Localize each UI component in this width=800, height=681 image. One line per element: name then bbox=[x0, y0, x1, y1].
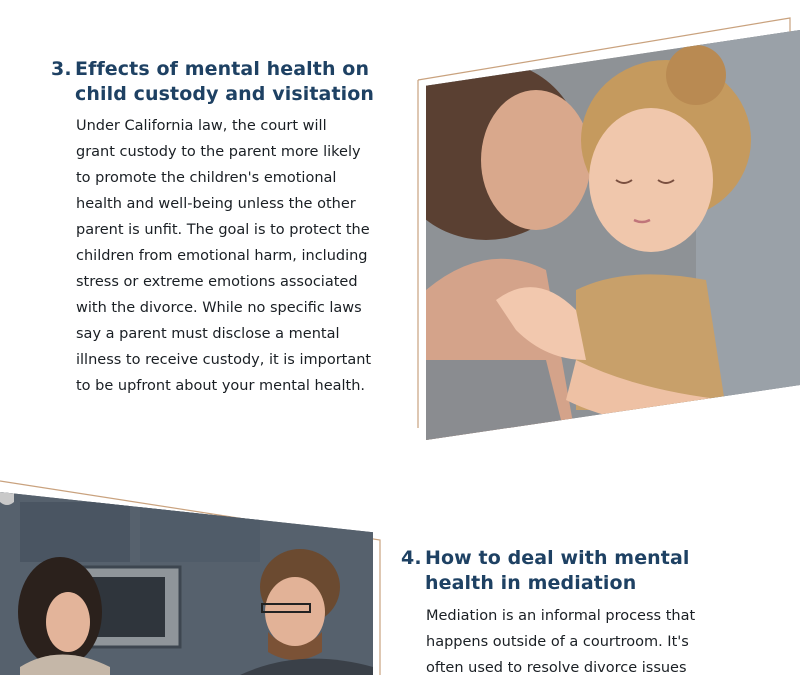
section-3-title-line: Effects of mental health on bbox=[75, 58, 370, 80]
section-3-body-line: health and well-being unless the other bbox=[76, 196, 356, 212]
mother-child-photo bbox=[426, 30, 800, 440]
section-3-title-line: child custody and visitation bbox=[75, 83, 375, 105]
section-3-body-line: illness to receive custody, it is important bbox=[76, 352, 372, 368]
section-4-heading bbox=[401, 546, 690, 596]
section-3-body-line: to promote the children's emotional bbox=[76, 170, 337, 186]
section-3-body-line: to be upfront about your mental health. bbox=[76, 378, 366, 394]
section-3-heading bbox=[51, 57, 374, 107]
mother-child-illustration bbox=[426, 30, 800, 440]
section-4-title-line: How to deal with mental bbox=[425, 547, 690, 569]
section-4-body bbox=[426, 603, 786, 681]
section-3-number: 3. bbox=[51, 58, 72, 80]
section-3-body-line: say a parent must disclose a mental bbox=[76, 326, 340, 342]
section-4-body-line: Mediation is an informal process that bbox=[426, 608, 696, 624]
section-3-body-line: children from emotional harm, including bbox=[76, 248, 368, 264]
section-3-body-line: with the divorce. While no specific laws bbox=[76, 300, 362, 316]
section-3-body-line: parent is unfit. The goal is to protect the bbox=[76, 222, 370, 238]
section-4-body-line: often used to resolve divorce issues bbox=[426, 660, 687, 676]
section-4-number: 4. bbox=[401, 547, 422, 569]
section-3-body-line: stress or extreme emotions associated bbox=[76, 274, 358, 290]
section-3-body bbox=[76, 113, 406, 399]
section-3-body-line: grant custody to the parent more likely bbox=[76, 144, 361, 160]
section-3-body-line: Under California law, the court will bbox=[76, 118, 327, 134]
section-4-title-line: health in mediation bbox=[425, 572, 637, 594]
section-4-body-line: happens outside of a courtroom. It's bbox=[426, 634, 689, 650]
